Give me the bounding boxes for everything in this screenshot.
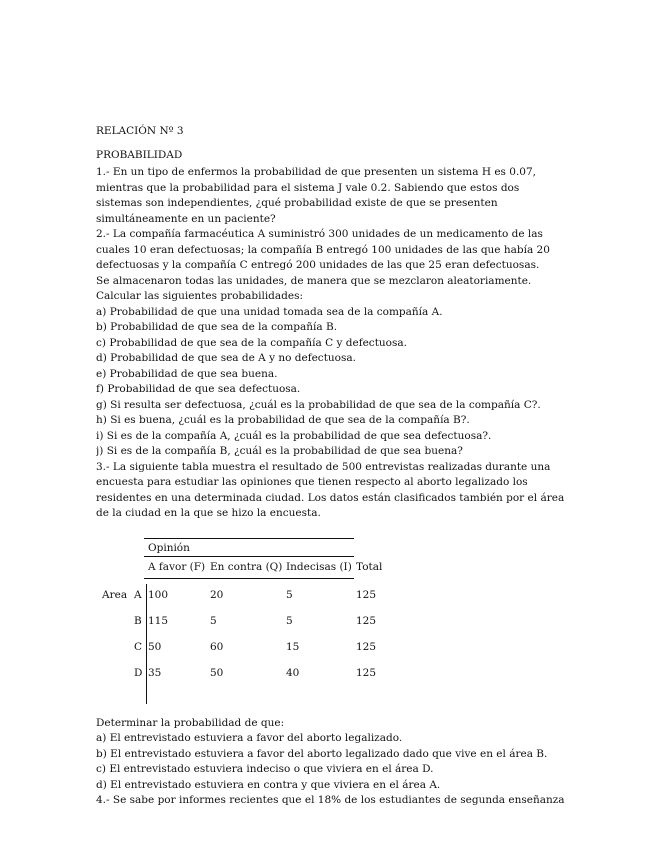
table-cell: 125: [356, 666, 377, 679]
table-row-label: A: [134, 588, 142, 601]
table-group-header: Opinión: [148, 541, 190, 554]
table-cell: 60: [210, 640, 224, 653]
problem-2-item: a) Probabilidad de que una unidad tomada sea de la compañía A.: [96, 305, 443, 318]
opinion-table: [96, 536, 570, 706]
problem-3-line: 3.- La siguiente tabla muestra el resultado de 500 entrevistas realizadas durante una: [96, 460, 551, 473]
table-cell: 50: [210, 666, 224, 679]
table-row-label: C: [134, 640, 143, 653]
table-top-rule: [144, 538, 354, 539]
problem-2-item: d) Probabilidad de que sea de A y no defectuosa.: [96, 352, 356, 364]
problem-2: [96, 227, 570, 460]
problem-1-line: sistemas son independientes, ¿qué probabilidad existe de que se presenten: [96, 197, 498, 209]
problem-3-item: a) El entrevistado estuviera a favor del aborto legalizado.: [96, 732, 403, 744]
table-row-divider: [146, 584, 147, 704]
problem-2-item: i) Si es de la compañía A, ¿cuál es la probabilidad de que sea defectuosa?.: [96, 429, 492, 442]
problem-2-line: 2.- La compañía farmacéutica A suministró 300 unidades de un medicamento de las: [96, 228, 543, 240]
problem-1-line: simultáneamente en un paciente?: [96, 212, 276, 225]
problem-2-line: defectuosas y la compañía C entregó 200 unidades de las que 25 eran defectuosas.: [96, 259, 540, 271]
problem-2-line: Se almacenaron todas las unidades, de manera que se mezclaron aleatoriamente.: [96, 274, 532, 287]
table-body-rule: [144, 578, 354, 579]
table-cell: 20: [210, 588, 224, 601]
table-cell: 100: [148, 588, 169, 601]
problem-3-line: residentes en una determinada ciudad. Los datos están clasificados también por el área: [96, 491, 565, 504]
table-row-label: D: [134, 666, 143, 679]
table-cell: 5: [286, 588, 293, 601]
problem-1: [96, 165, 570, 227]
problem-2-item: h) Si es buena, ¿cuál es la probabilidad de que sea de la compañía B?.: [96, 414, 470, 426]
problem-2-item: c) Probabilidad de que sea de la compañía C y defectuosa.: [96, 336, 407, 349]
table-col-header: Total: [356, 560, 383, 573]
document-content: [96, 124, 570, 809]
problem-3-item: c) El entrevistado estuviera indeciso o que viviera en el área D.: [96, 763, 434, 775]
table-cell: 15: [286, 640, 300, 653]
table-cell: 115: [148, 614, 169, 627]
problem-3-item: d) El entrevistado estuviera en contra y que viviera en el área A.: [96, 778, 441, 791]
problem-2-line: cuales 10 eran defectuosas; la compañía B entregó 100 unidades de las que había 20: [96, 243, 550, 256]
problem-2-item: b) Probabilidad de que sea de la compañía B.: [96, 321, 338, 333]
problem-3-line: encuesta para estudiar las opiniones que tienen respecto al aborto legalizado los: [96, 476, 528, 488]
problem-3-item: b) El entrevistado estuviera a favor del aborto legalizado dado que vive en el área B.: [96, 747, 548, 760]
table-header-rule: [144, 556, 354, 557]
table-col-header: Indecisas (I): [286, 560, 352, 573]
table-row-label: B: [134, 614, 142, 627]
problem-2-item: j) Si es de la compañía B, ¿cuál es la probabilidad de que sea buena?: [96, 445, 463, 457]
table-cell: 125: [356, 640, 377, 653]
section-title: PROBABILIDAD: [96, 148, 183, 161]
problem-2-line: Calcular las siguientes probabilidades:: [96, 290, 304, 302]
relation-title: RELACIÓN Nº 3: [96, 125, 184, 137]
problem-4-line: 4.- Se sabe por informes recientes que el 18% de los estudiantes de segunda enseñanza: [96, 794, 565, 806]
table-row-group-label: Area: [102, 588, 128, 601]
table-cell: 125: [356, 614, 377, 627]
table-cell: 40: [286, 666, 300, 679]
problem-1-line: mientras que la probabilidad para el sistema J vale 0.2. Sabiendo que estos dos: [96, 181, 520, 194]
table-cell: 50: [148, 640, 162, 653]
problem-2-item: g) Si resulta ser defectuosa, ¿cuál es la probabilidad de que sea de la compañía C?.: [96, 398, 541, 411]
table-col-header: En contra (Q): [210, 560, 283, 573]
problem-1-line: 1.- En un tipo de enfermos la probabilidad de que presenten un sistema H es 0.07,: [96, 166, 536, 178]
table-cell: 5: [286, 614, 293, 627]
table-cell: 125: [356, 588, 377, 601]
table-col-header: A favor (F): [148, 560, 206, 573]
problem-3-line: de la ciudad en la que se hizo la encuesta.: [96, 507, 321, 519]
table-cell: 35: [148, 666, 162, 679]
table-cell: 5: [210, 614, 217, 627]
problem-3: [96, 460, 570, 794]
problem-3-question-intro: Determinar la probabilidad de que:: [96, 716, 285, 729]
problem-2-item: e) Probabilidad de que sea buena.: [96, 367, 278, 380]
problem-2-item: f) Probabilidad de que sea defectuosa.: [96, 383, 301, 395]
